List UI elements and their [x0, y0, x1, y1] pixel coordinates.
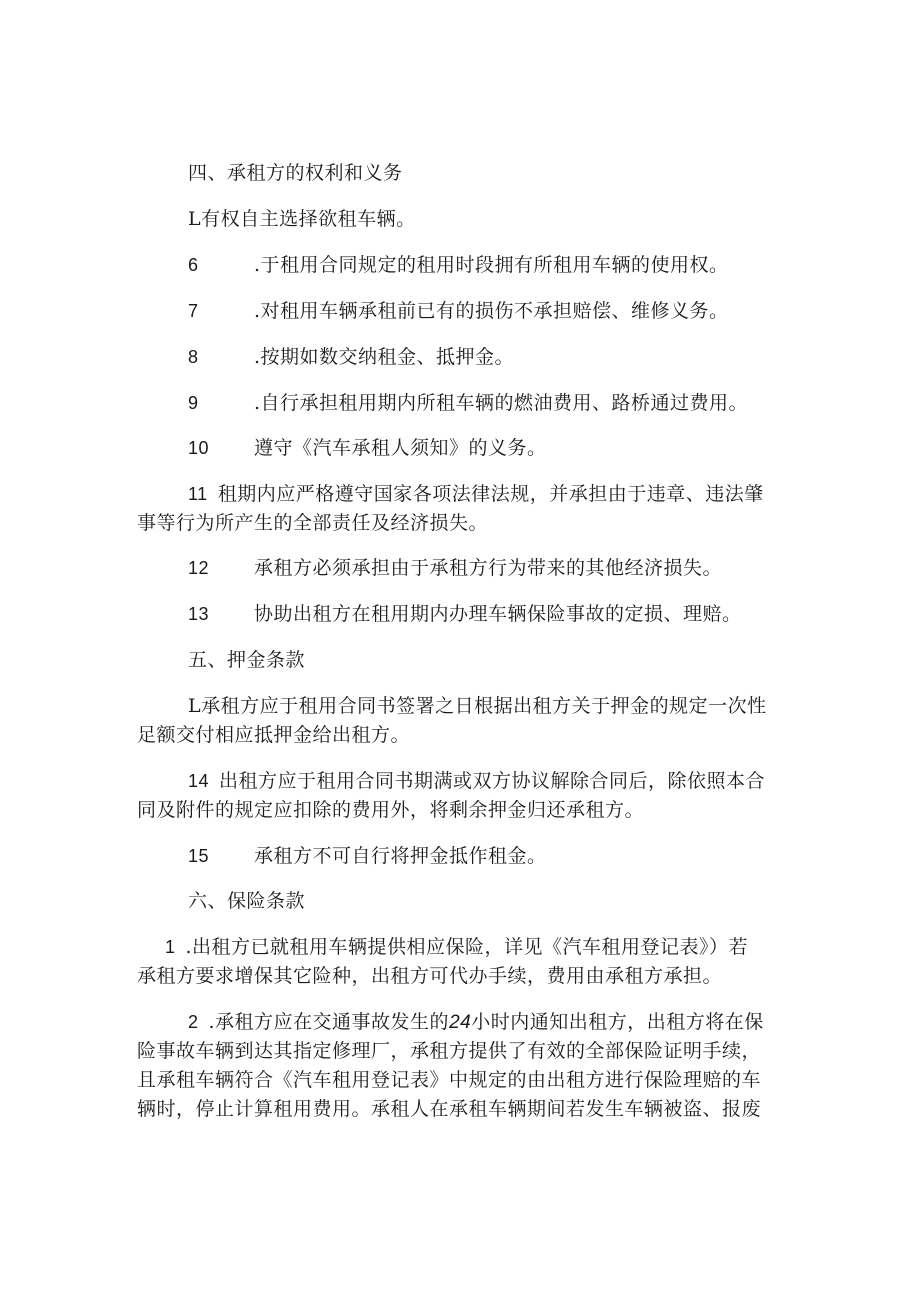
item-number: 11	[188, 484, 208, 504]
list-item	[188, 343, 514, 371]
item-text-continued: 辆时，停止计算租用费用。承租人在承租车辆期间若发生车辆被盗、报废	[137, 1098, 762, 1120]
list-item	[188, 251, 729, 279]
list-item	[165, 933, 748, 961]
item-text-continued: 事等行为所产生的全部责任及经济损失。	[137, 512, 489, 534]
item-text: .出租方已就租用车辆提供相应保险，详见《汽车租用登记表》）若	[185, 936, 749, 958]
item-number: 7	[188, 301, 199, 321]
item-number: 12	[188, 558, 210, 578]
section-heading-6: 六、保险条款	[188, 890, 306, 912]
item-text: .承租方应在交通事故发生的	[208, 1011, 450, 1033]
item-text: .按期如数交纳租金、抵押金。	[254, 346, 515, 368]
item-number: 10	[188, 438, 210, 458]
item-text-continued: 同及附件的规定应扣除的费用外，将剩余押金归还承租方。	[137, 799, 645, 821]
item-text-continued: 险事故车辆到达其指定修理厂，承租方提供了有效的全部保险证明手续，	[137, 1040, 762, 1062]
item-text-continued: 承租方要求增保其它险种，出租方可代办手续，费用由承租方承担。	[137, 965, 723, 987]
list-item	[188, 842, 547, 870]
list-item: L有权自主选择欲租车辆。	[188, 208, 416, 230]
section-heading-4: 四、承租方的权利和义务	[188, 162, 403, 184]
list-item	[188, 1008, 764, 1037]
list-item	[188, 434, 547, 462]
item-number: 15	[188, 846, 210, 866]
item-text: .于租用合同规定的租用时段拥有所租用车辆的使用权。	[254, 254, 729, 276]
item-text-continued: 足额交付相应抵押金给出租方。	[137, 724, 411, 746]
section-heading-5: 五、押金条款	[188, 649, 306, 671]
item-number: 1	[165, 937, 176, 957]
list-item	[188, 600, 742, 628]
item-text: 租期内应严格遵守国家各项法律法规，并承担由于违章、违法肇	[217, 483, 764, 505]
item-number: 14	[188, 771, 210, 791]
list-item	[188, 480, 764, 508]
item-text: .对租用车辆承租前已有的损伤不承担赔偿、维修义务。	[254, 300, 729, 322]
item-text-continued: 且承租车辆符合《汽车租用登记表》中规定的由出租方进行保险理赔的车	[137, 1069, 762, 1091]
list-item	[188, 554, 722, 582]
item-text: .自行承担租用期内所租车辆的燃油费用、路桥通过费用。	[254, 392, 749, 414]
item-text: 遵守《汽车承租人须知》的义务。	[254, 437, 547, 459]
item-text: 承租方必须承担由于承租方行为带来的其他经济损失。	[254, 557, 723, 579]
list-item: L承租方应于租用合同书签署之日根据出租方关于押金的规定一次性	[188, 695, 767, 717]
hours-value: 24	[449, 1012, 472, 1033]
list-item	[188, 389, 748, 417]
item-number: 2	[188, 1012, 199, 1032]
item-number: 9	[188, 393, 199, 413]
item-number: 6	[188, 255, 199, 275]
item-number: 13	[188, 604, 210, 624]
item-text: 协助出租方在租用期内办理车辆保险事故的定损、理赔。	[254, 603, 742, 625]
item-number: 8	[188, 347, 199, 367]
item-text: 出租方应于租用合同书期满或双方协议解除合同后，除依照本合	[219, 770, 766, 792]
item-text: 小时内通知出租方，出租方将在保	[471, 1011, 764, 1033]
list-item	[188, 297, 729, 325]
item-text: 承租方不可自行将押金抵作租金。	[254, 845, 547, 867]
list-item	[188, 767, 765, 795]
